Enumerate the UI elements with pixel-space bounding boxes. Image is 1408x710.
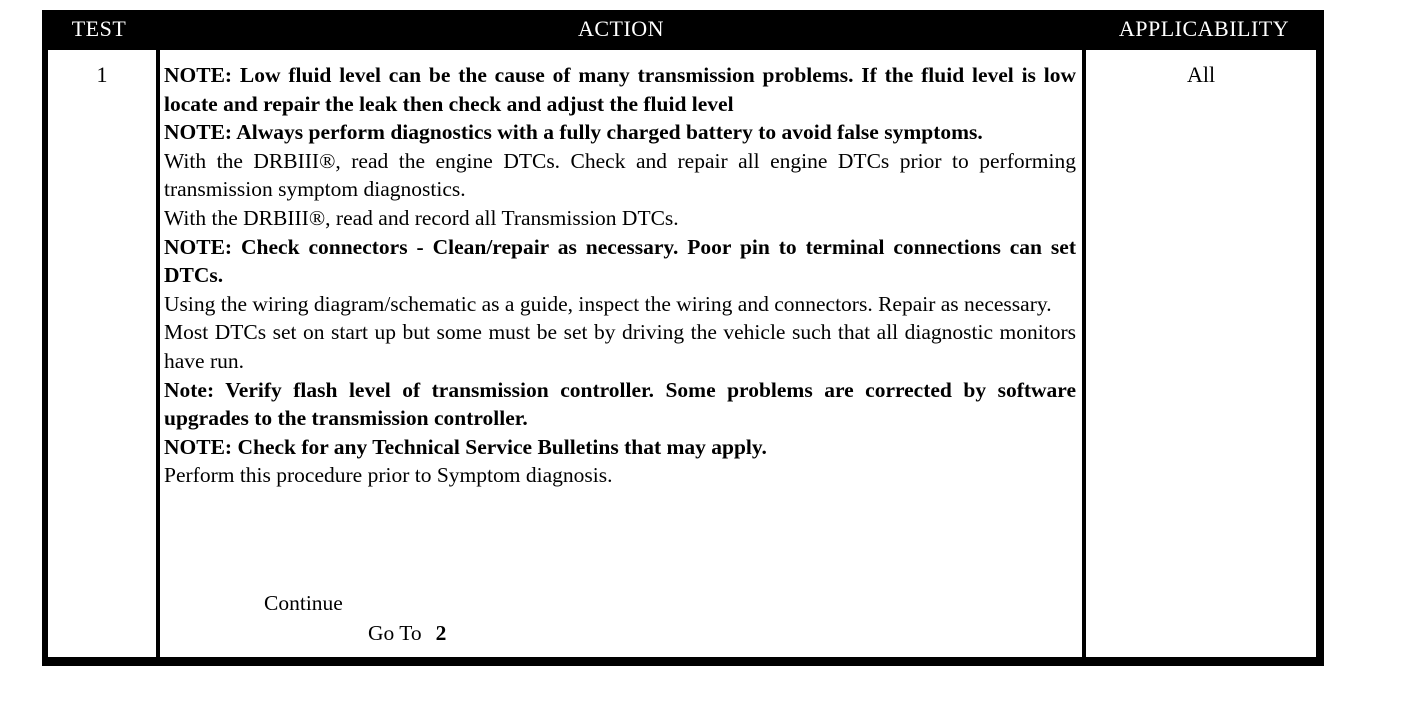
note-connectors: NOTE: Check connectors - Clean/repair as necessary. Poor pin to terminal connections can set DTCs. bbox=[164, 234, 1076, 288]
action-cell bbox=[160, 50, 1082, 657]
header-applicability: APPLICABILITY bbox=[1118, 16, 1290, 41]
header-test: TEST bbox=[71, 16, 127, 41]
diagnostic-table bbox=[42, 10, 1324, 666]
outcome-continue: Continue bbox=[264, 591, 343, 615]
goto-link[interactable] bbox=[368, 618, 446, 648]
step-inspect-wiring: Using the wiring diagram/schematic as a guide, inspect the wiring and connectors. Repair as necessary. bbox=[164, 291, 1052, 316]
goto-target[interactable]: 2 bbox=[435, 621, 447, 645]
note-low-fluid: NOTE: Low fluid level can be the cause of many transmission problems. If the fluid level is low locate and repair the leak then check and adjust the fluid level bbox=[164, 63, 1076, 116]
note-battery: NOTE: Always perform diagnostics with a fully charged battery to avoid false symptoms. bbox=[164, 120, 983, 145]
applicability-cell bbox=[1086, 50, 1316, 657]
step-perform-procedure: Perform this procedure prior to Symptom diagnosis. bbox=[164, 463, 613, 488]
step-driving-monitors: Most DTCs set on start up but some must be set by driving the vehicle such that all diagnostic monitors have run. bbox=[164, 320, 1076, 373]
test-number: 1 bbox=[96, 62, 108, 87]
goto-label: Go To bbox=[368, 621, 422, 645]
action-text bbox=[164, 61, 1076, 490]
step-engine-dtcs: With the DRBIII®, read the engine DTCs. Check and repair all engine DTCs prior to performing transmission symptom diagnostics. bbox=[164, 148, 1076, 202]
step-record-dtcs: With the DRBIII®, read and record all Transmission DTCs. bbox=[164, 205, 679, 230]
note-tsb: NOTE: Check for any Technical Service Bulletins that may apply. bbox=[164, 434, 767, 459]
applicability-value: All bbox=[1186, 62, 1216, 87]
note-flash-level: Note: Verify flash level of transmission controller. Some problems are corrected by software upgrades to the transmission controller. bbox=[164, 377, 1076, 431]
header-action: ACTION bbox=[577, 16, 665, 41]
test-cell bbox=[48, 50, 156, 657]
